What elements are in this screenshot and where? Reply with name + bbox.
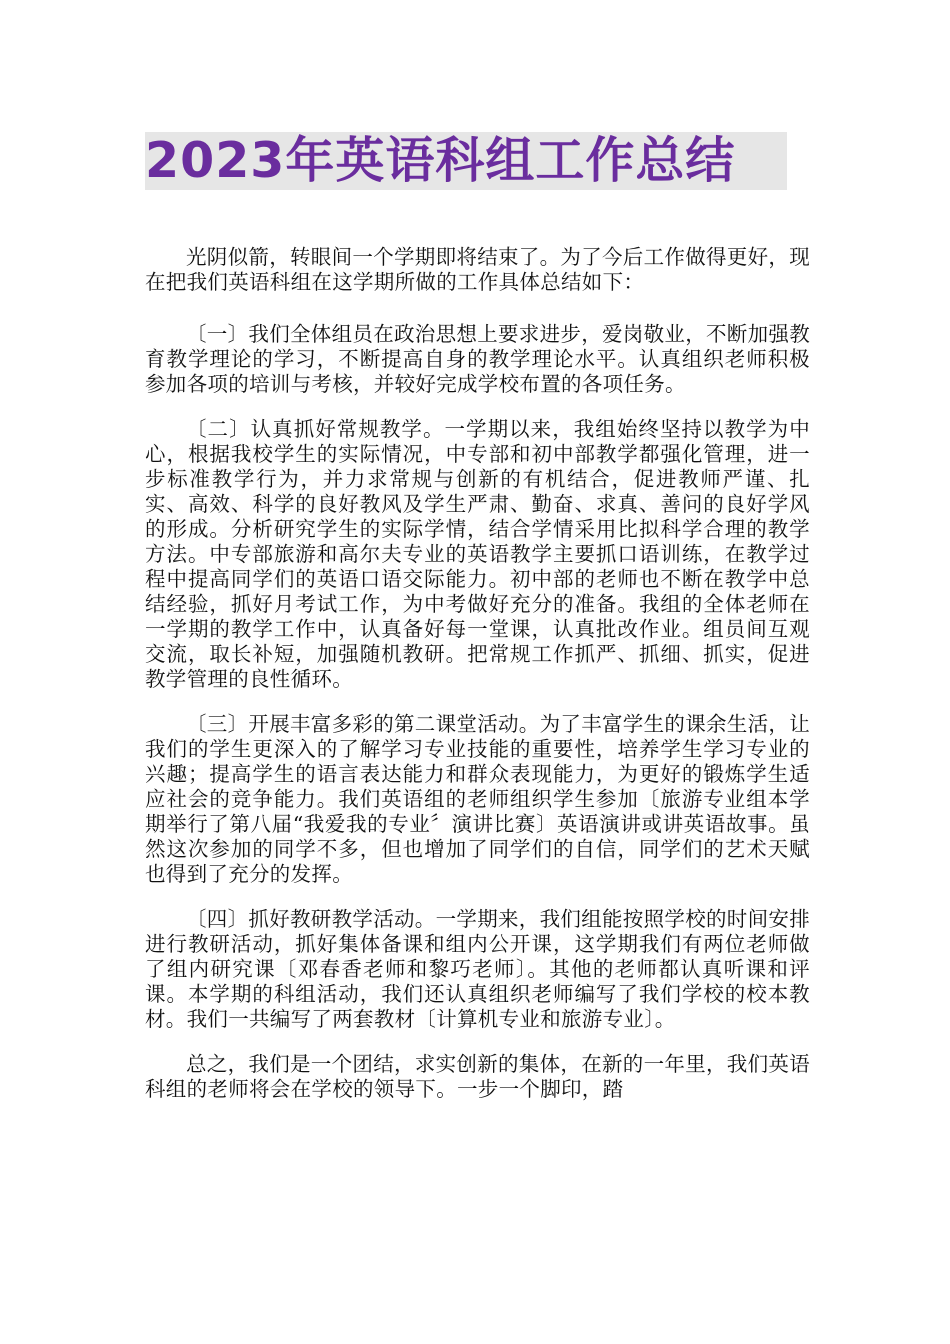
paragraph-section-2: 〔二〕认真抓好常规教学。一学期以来，我组始终坚持以教学为中心，根据我校学生的实际情况，中专部和初中部教学都强化管理，进一步标准教学行为，并力求常规与创新的有机结合，促进教师严谨、扎实、高效、科学的良好教风及学生严肃、勤奋、求真、善问的良好学风的形成。分析研究学生的实际学情，结合学情采用比拟科学合理的教学方法。中专部旅游和高尔夫专业的英语教学主要抓口语训练，在教学过程中提高同学们的英语口语交际能力。初中部的老师也不断在教学中总结经验，抓好月考试工作，为中考做好充分的准备。我组的全体老师在一学期的教学工作中，认真备好每一堂课，认真批改作业。组员间互观交流，取长补短，加强随机教研。把常规工作抓严、抓细、抓实，促进教学管理的良性循环。	[145, 417, 810, 691]
paragraph-conclusion: 总之，我们是一个团结，求实创新的集体，在新的一年里，我们英语科组的老师将会在学校的领导下。一步一个脚印，踏	[145, 1052, 810, 1101]
paragraph-section-1: 〔一〕我们全体组员在政治思想上要求进步，爱岗敬业，不断加强教育教学理论的学习，不断提高自身的教学理论水平。认真组织老师积极参加各项的培训与考核，并较好完成学校布置的各项任务。	[145, 322, 810, 396]
paragraph-section-4: 〔四〕抓好教研教学活动。一学期来，我们组能按照学校的时间安排进行教研活动，抓好集体备课和组内公开课，这学期我们有两位老师做了组内研究课〔邓春香老师和黎巧老师〕。其他的老师都认真听课和评课。本学期的科组活动，我们还认真组织老师编写了我们学校的校本教材。我们一共编写了两套教材〔计算机专业和旅游专业〕。	[145, 907, 810, 1031]
document-body	[145, 245, 810, 1102]
paragraph-section-3: 〔三〕开展丰富多彩的第二课堂活动。为了丰富学生的课余生活，让我们的学生更深入的了解学习专业技能的重要性，培养学生学习专业的兴趣；提高学生的语言表达能力和群众表现能力，为更好的锻炼学生适应社会的竞争能力。我们英语组的老师组织学生参加〔旅游专业组本学期举行了第八届“我爱我的专业〞演讲比赛〕英语演讲或讲英语故事。虽然这次参加的同学不多，但也增加了同学们的自信，同学们的艺术天赋也得到了充分的发挥。	[145, 712, 810, 886]
paragraph-intro: 光阴似箭，转眼间一个学期即将结束了。为了今后工作做得更好，现在把我们英语科组在这学期所做的工作具体总结如下：	[145, 245, 810, 294]
title-highlight	[145, 132, 787, 190]
document-title: 2023年英语科组工作总结	[145, 132, 736, 189]
